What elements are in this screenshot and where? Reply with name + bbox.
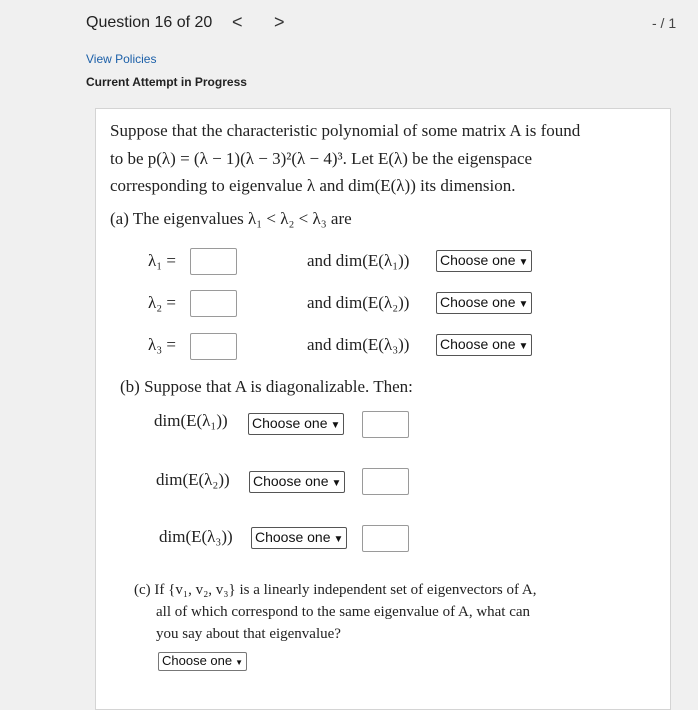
part-b-label: (b) Suppose that A is diagonalizable. Then:: [120, 377, 413, 396]
part-a-label: (a) The eigenvalues λ₁ < λ₂ < λ₃ are: [110, 209, 352, 228]
question-card: [95, 108, 671, 710]
a-dim2-dropdown-label: Choose one: [440, 294, 516, 310]
lambda2-input[interactable]: [190, 290, 237, 317]
a-dim3-label: and dim(E(λ₃)): [307, 335, 410, 354]
a-dim1-label: and dim(E(λ₁)): [307, 251, 410, 270]
chevron-down-icon: ▼: [518, 257, 529, 268]
problem-intro-line2: to be p(λ) = (λ − 1)(λ − 3)²(λ − 4)³. Let E(λ) be the eigenspace: [110, 149, 533, 168]
lambda1-label: λ₁ =: [148, 251, 177, 270]
b-dim3-dropdown[interactable]: [251, 527, 347, 549]
problem-intro-line3: corresponding to eigenvalue λ and dim(E(λ)) its dimension.: [110, 176, 516, 195]
a-dim1-dropdown[interactable]: [436, 250, 532, 272]
b-dim1-dropdown-label: Choose one: [252, 415, 328, 431]
previous-question-icon[interactable]: <: [232, 12, 243, 32]
b-dim3-dropdown-label: Choose one: [255, 529, 331, 545]
b-dim2-dropdown[interactable]: [249, 471, 345, 493]
b-dim2-input[interactable]: [362, 468, 409, 495]
problem-intro-line1: Suppose that the characteristic polynomial of some matrix A is found: [110, 121, 581, 140]
chevron-down-icon: ▼: [333, 534, 344, 545]
next-question-icon[interactable]: >: [274, 12, 285, 32]
chevron-down-icon: ▼: [330, 420, 341, 431]
part-c-line1: (c) If {v₁, v₂, v₃} is a linearly independent set of eigenvectors of A,: [134, 582, 537, 598]
question-label: Question 16 of 20: [86, 14, 213, 31]
a-dim3-dropdown[interactable]: [436, 334, 532, 356]
question-header: [0, 0, 698, 50]
a-dim3-dropdown-label: Choose one: [440, 336, 516, 352]
a-dim1-dropdown-label: Choose one: [440, 252, 516, 268]
view-policies-link[interactable]: View Policies: [86, 52, 157, 66]
chevron-down-icon: ▼: [235, 658, 244, 667]
part-c-line2: all of which correspond to the same eigenvalue of A, what can: [156, 604, 531, 620]
b-dim1-label: dim(E(λ₁)): [154, 411, 228, 430]
a-dim2-dropdown[interactable]: [436, 292, 532, 314]
lambda3-label: λ₃ =: [148, 335, 177, 354]
c-dropdown-label: Choose one: [162, 653, 233, 668]
part-c-line3: you say about that eigenvalue?: [156, 626, 341, 642]
b-dim3-label: dim(E(λ₃)): [159, 527, 233, 546]
b-dim2-dropdown-label: Choose one: [253, 473, 329, 489]
chevron-down-icon: ▼: [518, 341, 529, 352]
score-label: - / 1: [652, 15, 677, 31]
b-dim2-label: dim(E(λ₂)): [156, 470, 230, 489]
chevron-down-icon: ▼: [331, 478, 342, 489]
b-dim3-input[interactable]: [362, 525, 409, 552]
chevron-down-icon: ▼: [518, 299, 529, 310]
b-dim1-input[interactable]: [362, 411, 409, 438]
attempt-status: Current Attempt in Progress: [86, 75, 247, 89]
lambda2-label: λ₂ =: [148, 293, 177, 312]
a-dim2-label: and dim(E(λ₂)): [307, 293, 410, 312]
b-dim1-dropdown[interactable]: [248, 413, 344, 435]
lambda3-input[interactable]: [190, 333, 237, 360]
c-dropdown[interactable]: [158, 652, 247, 671]
lambda1-input[interactable]: [190, 248, 237, 275]
